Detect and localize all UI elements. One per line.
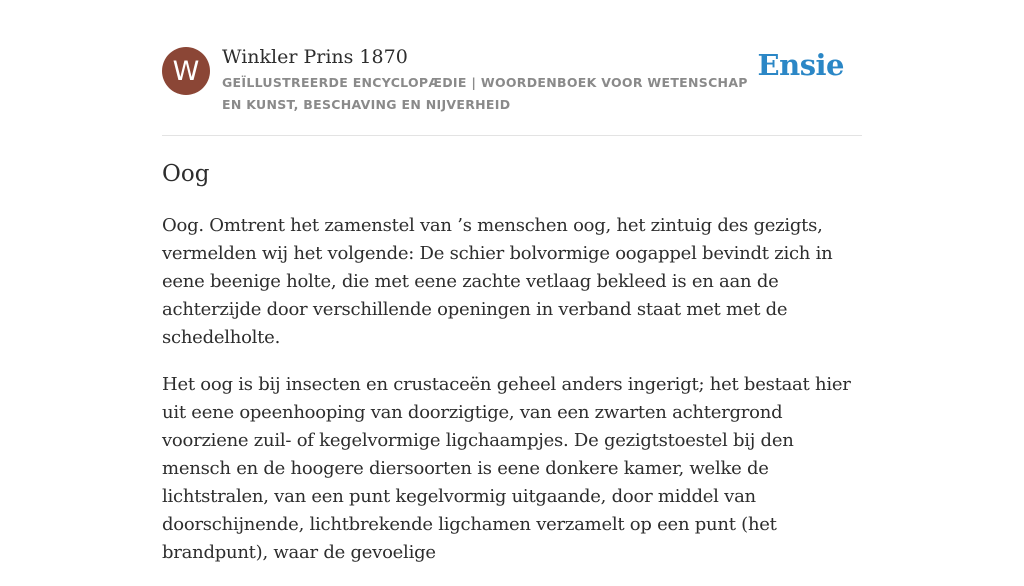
source-header bbox=[162, 0, 862, 136]
ensie-logo[interactable]: Ensie bbox=[757, 48, 844, 82]
article-paragraph: Het oog is bij insecten en crustaceën geheel anders ingerigt; het bestaat hier uit eene opeenhooping van doorzigtige, van een zwarten achtergrond voorziene zuil- of kegelvormige ligchaampjes. De gezigtstoestel bij den mensch en de hoogere diersoorten is eene donkere kamer, welke de lichtstralen, van een punt kegelvormig uitgaande, door middel van doorschijnende, lichtbrekende ligchamen verzamelt op een punt (het brandpunt), waar de gevoelige bbox=[162, 374, 851, 563]
page bbox=[162, 0, 862, 563]
article-title: Oog bbox=[162, 161, 210, 187]
source-subtitle: GEÏLLUSTREERDE ENCYCLOPÆDIE | WOORDENBOEK VOOR WETENSCHAP EN KUNST, BESCHAVING EN NIJVERHEID bbox=[222, 75, 748, 112]
source-title[interactable]: Winkler Prins 1870 bbox=[222, 46, 408, 68]
article-paragraph: Oog. Omtrent het zamenstel van ’s menschen oog, het zintuig des gezigts, vermelden wij het volgende: De schier bolvormige oogappel bevindt zich in eene beenige holte, die met eene zachte vetlaag bekleed is en aan de achterzijde door verschillende openingen in verband staat met met de schedelholte. bbox=[162, 215, 833, 348]
article-body bbox=[162, 212, 862, 586]
source-avatar[interactable]: W bbox=[162, 47, 210, 95]
